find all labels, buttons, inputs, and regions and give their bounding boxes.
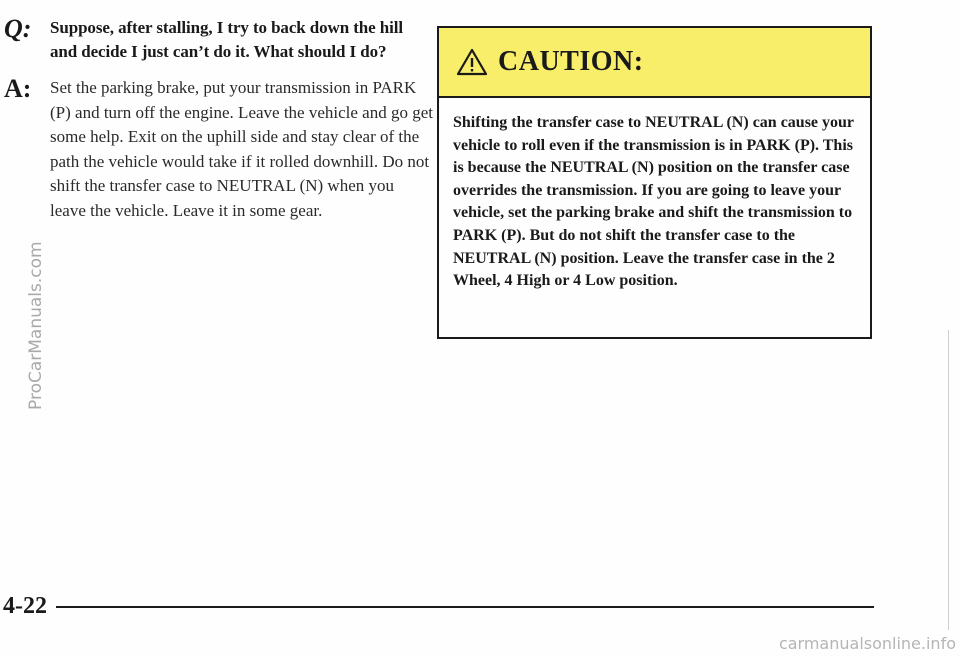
answer-marker: A: (4, 74, 32, 103)
caution-box (437, 26, 872, 339)
page-edge-line (948, 330, 949, 630)
question-row (4, 16, 434, 64)
side-watermark: ProCarManuals.com (26, 241, 46, 410)
caution-body: Shifting the transfer case to NEUTRAL (N) can cause your vehicle to roll even if the transmission is in PARK (P). This is because the NEUTRAL (N) position on the transfer case overrides the transmission. If you are going to leave your vehicle, set the parking brake and shift the transmission to PARK (P). But do not shift the transfer case to the NEUTRAL (N) position. Leave the transfer case in the 2 Wheel, 4 High or 4 Low position. (453, 114, 854, 290)
question-text: Suppose, after stalling, I try to back down the hill and decide I just can’t do it. What should I do? (50, 18, 403, 61)
question-marker: Q: (4, 14, 32, 43)
answer-row (4, 76, 434, 223)
qa-section (4, 16, 434, 223)
answer-text: Set the parking brake, put your transmission in PARK (P) and turn off the engine. Leave the vehicle and go get some help. Exit on the uphill side and stay clear of the path the vehicle would take if it rolled downhill. Do not shift the transfer case to NEUTRAL (N) when you leave the vehicle. Leave it in some gear. (50, 78, 433, 220)
caution-title: CAUTION: (498, 46, 644, 77)
page-number: 4-22 (3, 593, 47, 619)
warning-triangle-icon (456, 48, 488, 76)
footer-rule (56, 606, 874, 608)
caution-header (439, 28, 870, 98)
bottom-watermark: carmanualsonline.info (778, 634, 956, 653)
